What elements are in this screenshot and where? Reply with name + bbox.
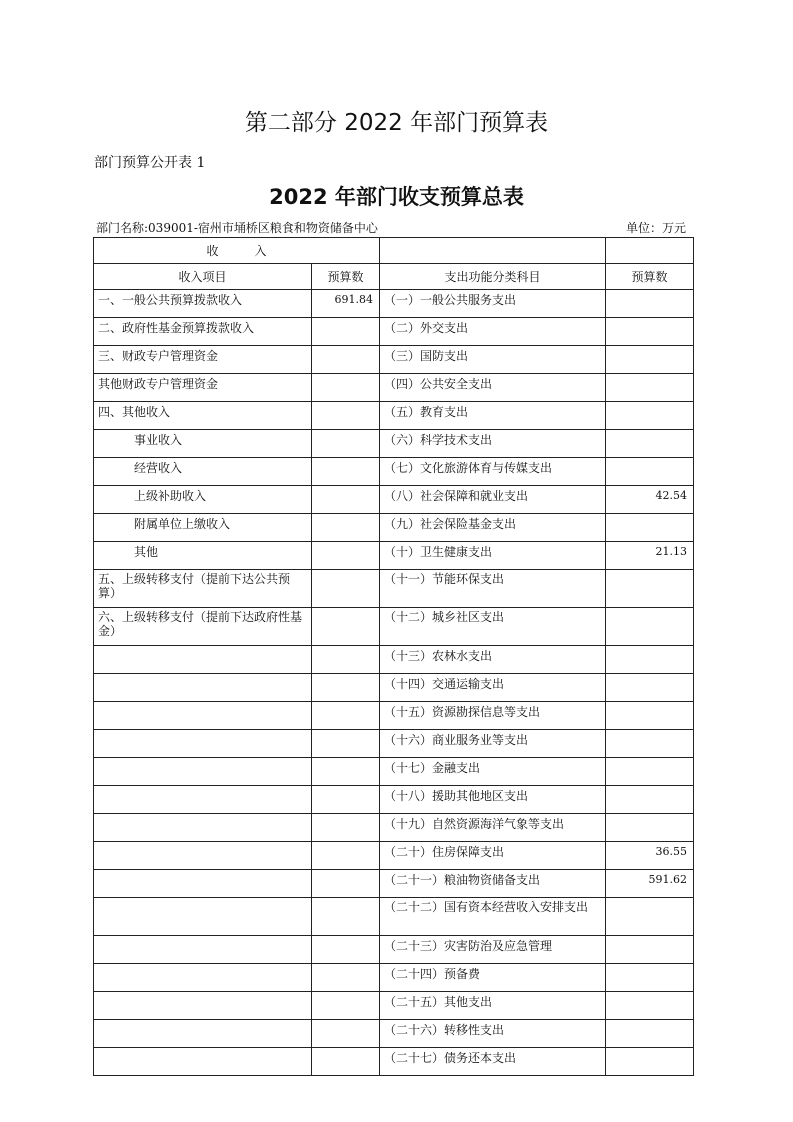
- table-row: [94, 786, 694, 814]
- expense-item-cell: （十六）商业服务业等支出: [380, 730, 606, 758]
- expense-amount-cell: [606, 1048, 694, 1076]
- income-amount-cell: [312, 402, 380, 430]
- income-item-cell: [94, 964, 312, 992]
- expense-amount-cell: [606, 936, 694, 964]
- income-amount-cell: [312, 1020, 380, 1048]
- expense-budget-header: 预算数: [606, 264, 694, 290]
- table-row: [94, 730, 694, 758]
- income-item-cell: [94, 870, 312, 898]
- income-amount-cell: [312, 608, 380, 646]
- income-amount-cell: [312, 870, 380, 898]
- income-item-cell: 其他: [94, 542, 312, 570]
- expense-amount-cell: [606, 992, 694, 1020]
- income-item-cell: 五、上级转移支付（提前下达公共预算）: [94, 570, 312, 608]
- expense-item-cell: （二十五）其他支出: [380, 992, 606, 1020]
- income-item-cell: 三、财政专户管理资金: [94, 346, 312, 374]
- income-amount-cell: [312, 318, 380, 346]
- expense-amount-cell: [606, 346, 694, 374]
- income-amount-cell: [312, 486, 380, 514]
- income-item-cell: [94, 992, 312, 1020]
- income-item-cell: 其他财政专户管理资金: [94, 374, 312, 402]
- income-amount-cell: [312, 514, 380, 542]
- table-row: [94, 290, 694, 318]
- income-item-cell: 一、一般公共预算拨款收入: [94, 290, 312, 318]
- expense-item-cell: （二十六）转移性支出: [380, 1020, 606, 1048]
- part-title: 第二部分 2022 年部门预算表: [244, 110, 549, 136]
- expense-amount-cell: [606, 514, 694, 542]
- expense-item-cell: （二十四）预备费: [380, 964, 606, 992]
- income-amount-cell: [312, 702, 380, 730]
- income-item-cell: [94, 674, 312, 702]
- expense-amount-cell: [606, 964, 694, 992]
- table-row: [94, 842, 694, 870]
- expense-amount-cell: 21.13: [606, 542, 694, 570]
- expense-item-cell: （八）社会保障和就业支出: [380, 486, 606, 514]
- table-row: [94, 430, 694, 458]
- income-amount-cell: [312, 674, 380, 702]
- income-group-header: 收 入: [94, 238, 380, 264]
- income-amount-cell: [312, 458, 380, 486]
- income-amount-cell: [312, 374, 380, 402]
- table-row: [94, 514, 694, 542]
- income-item-header: 收入项目: [94, 264, 312, 290]
- expense-item-cell: （二十七）债务还本支出: [380, 1048, 606, 1076]
- expense-item-cell: （三）国防支出: [380, 346, 606, 374]
- expense-amount-cell: [606, 814, 694, 842]
- expense-item-header: 支出功能分类科目: [380, 264, 606, 290]
- table-row: [94, 1020, 694, 1048]
- income-item-cell: [94, 814, 312, 842]
- expense-amount-cell: [606, 646, 694, 674]
- table-row: [94, 992, 694, 1020]
- income-budget-header: 预算数: [312, 264, 380, 290]
- expense-item-cell: （十二）城乡社区支出: [380, 608, 606, 646]
- income-item-cell: 事业收入: [94, 430, 312, 458]
- table-row: [94, 758, 694, 786]
- income-item-cell: 经营收入: [94, 458, 312, 486]
- income-amount-cell: [312, 570, 380, 608]
- expense-amount-cell: [606, 318, 694, 346]
- expense-amount-cell: [606, 1020, 694, 1048]
- table-row: [94, 814, 694, 842]
- income-item-cell: [94, 702, 312, 730]
- income-item-cell: [94, 758, 312, 786]
- income-item-cell: [94, 786, 312, 814]
- income-item-cell: [94, 730, 312, 758]
- expense-item-cell: （二）外交支出: [380, 318, 606, 346]
- expense-item-cell: （十八）援助其他地区支出: [380, 786, 606, 814]
- expense-amount-cell: [606, 430, 694, 458]
- expense-amount-cell: [606, 374, 694, 402]
- income-amount-cell: [312, 758, 380, 786]
- income-amount-cell: [312, 814, 380, 842]
- expense-item-cell: （七）文化旅游体育与传媒支出: [380, 458, 606, 486]
- income-item-cell: [94, 1048, 312, 1076]
- table-number: 部门预算公开表 1: [94, 155, 206, 171]
- income-item-cell: 四、其他收入: [94, 402, 312, 430]
- expense-item-cell: （二十）住房保障支出: [380, 842, 606, 870]
- expense-amount-cell: [606, 608, 694, 646]
- expense-item-cell: （一）一般公共服务支出: [380, 290, 606, 318]
- income-amount-cell: [312, 646, 380, 674]
- table-row: [94, 374, 694, 402]
- table-row: [94, 1048, 694, 1076]
- expense-item-cell: （二十一）粮油物资储备支出: [380, 870, 606, 898]
- expense-amount-cell: 36.55: [606, 842, 694, 870]
- income-amount-cell: [312, 964, 380, 992]
- table-row: [94, 702, 694, 730]
- header-row-group: [94, 238, 694, 264]
- table-row: [94, 346, 694, 374]
- expense-amount-cell: [606, 758, 694, 786]
- income-item-cell: [94, 936, 312, 964]
- income-amount-cell: [312, 786, 380, 814]
- expense-item-cell: （九）社会保险基金支出: [380, 514, 606, 542]
- unit-label: 单位：万元: [625, 221, 686, 235]
- expense-amount-cell: 591.62: [606, 870, 694, 898]
- table-row: [94, 936, 694, 964]
- expense-amount-cell: [606, 458, 694, 486]
- table-row: [94, 870, 694, 898]
- income-amount-cell: [312, 346, 380, 374]
- income-item-cell: 二、政府性基金预算拨款收入: [94, 318, 312, 346]
- table-row: [94, 458, 694, 486]
- expense-item-cell: （六）科学技术支出: [380, 430, 606, 458]
- income-amount-cell: [312, 1048, 380, 1076]
- income-item-cell: 附属单位上缴收入: [94, 514, 312, 542]
- table-row: [94, 964, 694, 992]
- budget-table: [93, 237, 694, 1076]
- expense-amount-cell: [606, 402, 694, 430]
- table-row: [94, 674, 694, 702]
- expense-item-cell: （十一）节能环保支出: [380, 570, 606, 608]
- table-row: [94, 486, 694, 514]
- expense-item-cell: （五）教育支出: [380, 402, 606, 430]
- header-row-columns: [94, 264, 694, 290]
- expense-item-cell: （十七）金融支出: [380, 758, 606, 786]
- expense-amount-cell: [606, 898, 694, 936]
- income-item-cell: 上级补助收入: [94, 486, 312, 514]
- income-item-cell: [94, 1020, 312, 1048]
- expense-amount-cell: [606, 290, 694, 318]
- main-title: 2022 年部门收支预算总表: [269, 185, 524, 209]
- expense-item-cell: （十三）农林水支出: [380, 646, 606, 674]
- expense-amount-cell: [606, 674, 694, 702]
- table-row: [94, 318, 694, 346]
- expense-item-cell: （二十二）国有资本经营收入安排支出: [380, 898, 606, 936]
- table-row: [94, 898, 694, 936]
- department-name: 部门名称:039001-宿州市埇桥区粮食和物资储备中心: [96, 221, 378, 235]
- income-item-cell: [94, 646, 312, 674]
- expense-item-cell: （十）卫生健康支出: [380, 542, 606, 570]
- table-row: [94, 608, 694, 646]
- expense-amount-cell: 42.54: [606, 486, 694, 514]
- table-row: [94, 570, 694, 608]
- income-amount-cell: 691.84: [312, 290, 380, 318]
- expense-item-cell: （十九）自然资源海洋气象等支出: [380, 814, 606, 842]
- income-item-cell: [94, 898, 312, 936]
- expense-item-cell: （十五）资源勘探信息等支出: [380, 702, 606, 730]
- expense-amount-cell: [606, 730, 694, 758]
- table-row: [94, 542, 694, 570]
- income-item-cell: 六、上级转移支付（提前下达政府性基金）: [94, 608, 312, 646]
- expense-item-cell: （十四）交通运输支出: [380, 674, 606, 702]
- income-amount-cell: [312, 430, 380, 458]
- expense-group-header: [380, 238, 606, 264]
- income-amount-cell: [312, 842, 380, 870]
- expense-amount-cell: [606, 786, 694, 814]
- expense-amount-cell: [606, 570, 694, 608]
- income-amount-cell: [312, 542, 380, 570]
- expense-item-cell: （二十三）灾害防治及应急管理: [380, 936, 606, 964]
- income-amount-cell: [312, 898, 380, 936]
- expense-group-header-amount: [606, 238, 694, 264]
- income-item-cell: [94, 842, 312, 870]
- table-row: [94, 646, 694, 674]
- income-amount-cell: [312, 992, 380, 1020]
- table-row: [94, 402, 694, 430]
- income-amount-cell: [312, 936, 380, 964]
- expense-item-cell: （四）公共安全支出: [380, 374, 606, 402]
- income-amount-cell: [312, 730, 380, 758]
- expense-amount-cell: [606, 702, 694, 730]
